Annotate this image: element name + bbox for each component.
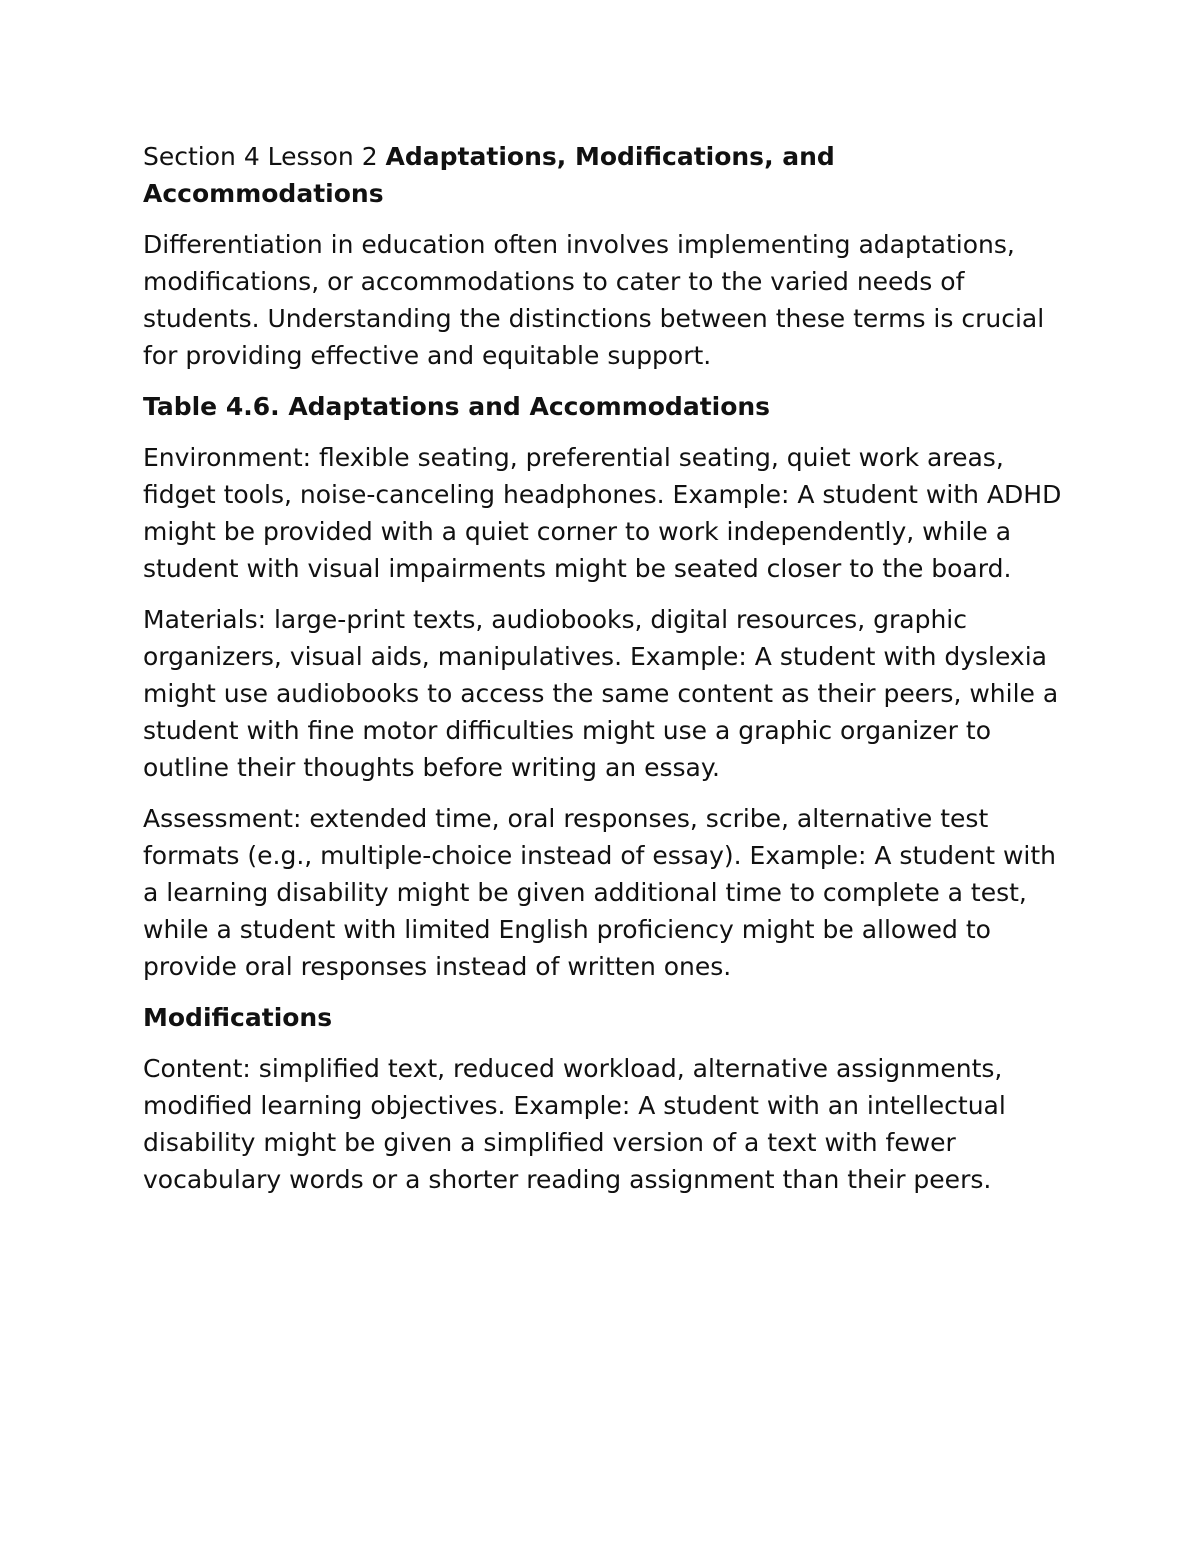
section-title-bold: Adaptations, Modifications, and Accommodations [143, 142, 835, 208]
table-heading: Table 4.6. Adaptations and Accommodations [143, 392, 771, 421]
document-page [143, 138, 1063, 1212]
materials-paragraph: Materials: large-print texts, audiobooks, digital resources, graphic organizers, visual aids, manipulatives. Example: A student with dyslexia might use audiobooks to access the same content as their peers, while a student with fine motor difficulties might use a graphic organizer to outline their thoughts before writing an essay. [143, 605, 1059, 782]
content-paragraph: Content: simplified text, reduced workload, alternative assignments, modified learning objectives. Example: A student with an intellectual disability might be given a simplified version of a text with fewer vocabulary words or a shorter reading assignment than their peers. [143, 1054, 1006, 1194]
modifications-heading: Modifications [143, 1003, 333, 1032]
environment-paragraph: Environment: flexible seating, preferential seating, quiet work areas, fidget tools, noise-canceling headphones. Example: A student with ADHD might be provided with a quiet corner to work independently, while a student with visual impairments might be seated closer to the board. [143, 443, 1062, 583]
intro-paragraph: Differentiation in education often involves implementing adaptations, modifications, or accommodations to cater to the varied needs of students. Understanding the distinctions between these terms is crucial for providing effective and equitable support. [143, 230, 1045, 370]
assessment-paragraph: Assessment: extended time, oral responses, scribe, alternative test formats (e.g., multiple-choice instead of essay). Example: A student with a learning disability might be given additional time to complete a test, while a student with limited English proficiency might be allowed to provide oral responses instead of written ones. [143, 804, 1056, 981]
section-title [143, 138, 1063, 212]
section-title-prefix: Section 4 Lesson 2 [143, 142, 386, 171]
